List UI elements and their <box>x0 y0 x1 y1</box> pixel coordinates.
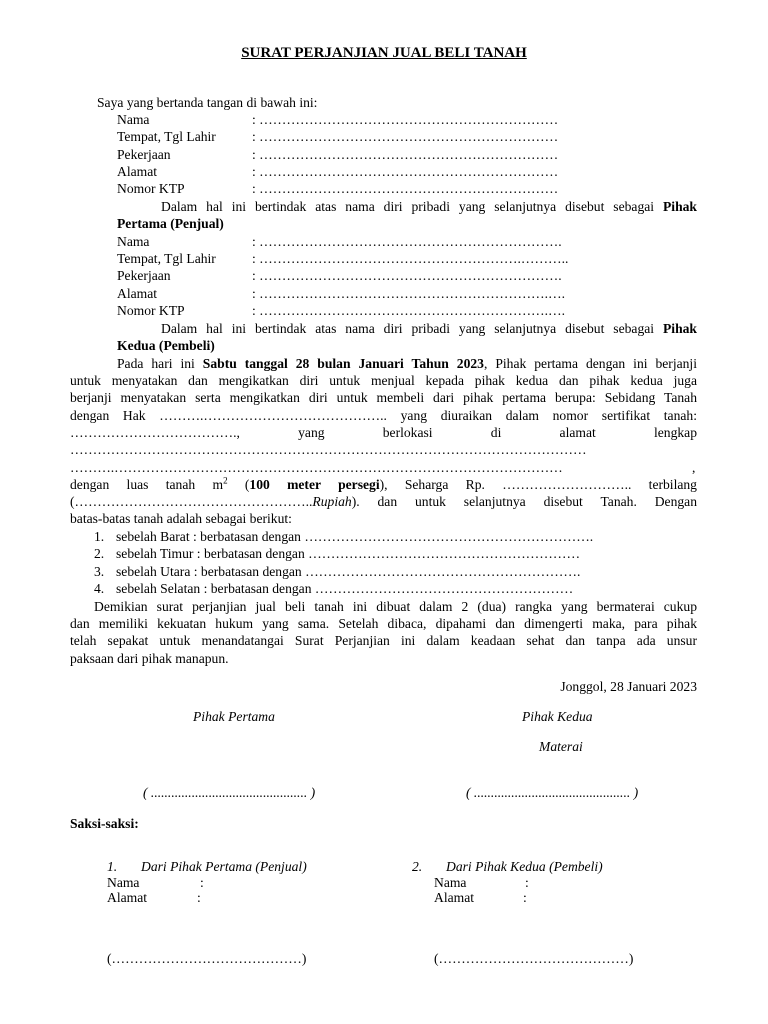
party2-address-label: Alamat <box>117 286 158 301</box>
witness2-address-label: Alamat <box>434 890 475 905</box>
body-l8-d: ), Seharga Rp. ……………………….. terbilang <box>379 477 697 492</box>
body-line-1 <box>117 355 697 372</box>
rupiah-word: Rupiah <box>312 494 352 509</box>
body-l1-a: Pada hari ini <box>117 356 195 371</box>
witness2-address-colon: : <box>523 890 527 905</box>
witness1-address-colon: : <box>197 890 201 905</box>
witness2-title: Dari Pihak Kedua (Pembeli) <box>446 859 603 874</box>
body-line-9 <box>70 493 697 510</box>
party1-role-a: Pihak <box>663 199 697 214</box>
second-party-signature-line: ( .............................................. ) <box>466 785 639 800</box>
body-l9-a: (…………………………………………….. <box>70 494 313 509</box>
party2-statement-text: Dalam hal ini bertindak atas nama diri pribadi yang selanjutnya disebut sebagai <box>161 321 655 336</box>
boundary-num: 2. <box>94 546 105 561</box>
party1-job-value: : ………………………………………………………… <box>252 147 559 162</box>
first-party-label: Pihak Pertama <box>193 709 275 724</box>
party1-birth-value: : ………………………………………………………… <box>252 129 559 144</box>
party1-name-value: : ………………………………………………………… <box>252 112 559 127</box>
party1-role-b: Pertama (Penjual) <box>117 216 224 231</box>
party2-birth-value: : ………………………………………………….……….. <box>252 251 569 266</box>
boundary-num: 3. <box>94 564 105 579</box>
witness2-name-label: Nama <box>434 875 467 890</box>
body-l1-c: , Pihak pertama dengan ini berjanji <box>483 356 697 371</box>
witness2-num: 2. <box>412 859 423 874</box>
closing-line-3: telah sepakat untuk menandatangai Surat Perjanjian ini dalam keadaan sehat dan tanpa ada unsur <box>70 633 697 648</box>
body-l8-a: dengan luas tanah m <box>70 477 224 492</box>
witness1-signature-line: (……………………………………) <box>107 951 307 966</box>
closing-line-2: dan memiliki kekuatan hukum yang sama. Setelah dibaca, dipahami dan dimengerti maka, para pihak <box>70 616 697 631</box>
party1-address-label: Alamat <box>117 164 158 179</box>
body-l9-c: ). dan untuk selanjutnya disebut Tanah. Dengan <box>351 494 697 509</box>
party1-name-label: Nama <box>117 112 150 127</box>
party2-statement <box>161 320 697 337</box>
boundary-text: sebelah Utara : berbatasan dengan ……………………………………………………. <box>116 564 581 579</box>
materai-label: Materai <box>539 739 583 754</box>
boundary-text: sebelah Barat : berbatasan dengan ………………………………………………………. <box>116 529 594 544</box>
body-line-7: ……….……………………………………………………………………………………… <box>70 460 563 475</box>
area-unit-sup: 2 <box>223 475 228 486</box>
body-line-10: batas-batas tanah adalah sebagai berikut: <box>70 511 292 526</box>
party2-name-label: Nama <box>117 234 150 249</box>
body-line-3: berjanji menyatakan serta mengikatkan diri untuk membeli dari pihak pertama berupa: Sebidang Tanah <box>70 390 697 405</box>
boundary-item <box>94 563 580 580</box>
party2-job-value: : …………………………………………………………. <box>252 268 562 283</box>
witness1-name-colon: : <box>200 875 204 890</box>
party1-statement-text: Dalam hal ini bertindak atas nama diri pribadi yang selanjutnya disebut sebagai <box>161 199 655 214</box>
body-line-6: …………………………………………………………………………………………………… <box>70 442 587 457</box>
witness2-signature-line: (……………………………………) <box>434 951 634 966</box>
party2-address-value: : ……………………………………………………….…. <box>252 286 566 301</box>
body-line-7-comma: , <box>692 460 696 475</box>
body-l8-b: ( <box>227 477 250 492</box>
party1-statement <box>161 198 697 215</box>
body-line-5: ………………………………., yang berlokasi di alamat lengkap <box>70 425 697 440</box>
witnesses-heading: Saksi-saksi: <box>70 816 139 831</box>
party2-name-value: : …………………………………………………………. <box>252 234 562 249</box>
agreement-date: Sabtu tanggal 28 bulan Januari Tahun 2023 <box>202 356 484 371</box>
witness2-name-colon: : <box>525 875 529 890</box>
party1-ktp-value: : ………………………………………………………… <box>252 181 559 196</box>
first-party-signature-line: ( .............................................. ) <box>143 785 316 800</box>
party2-role-b: Kedua (Pembeli) <box>117 338 215 353</box>
document-title: SURAT PERJANJIAN JUAL BELI TANAH <box>241 45 527 61</box>
witness1-name-label: Nama <box>107 875 140 890</box>
body-line-8 <box>70 476 697 493</box>
intro-text: Saya yang bertanda tangan di bawah ini: <box>97 95 318 110</box>
party1-address-value: : ………………………………………………………… <box>252 164 559 179</box>
boundary-num: 4. <box>94 581 105 596</box>
land-area: 100 meter persegi <box>249 477 380 492</box>
party2-role-a: Pihak <box>663 321 697 336</box>
closing-line-1: Demikian surat perjanjian jual beli tanah ini dibuat dalam 2 (dua) rangka yang bermaterai cukup <box>94 599 697 614</box>
party1-job-label: Pekerjaan <box>117 147 171 162</box>
witness1-title: Dari Pihak Pertama (Penjual) <box>141 859 307 874</box>
party2-job-label: Pekerjaan <box>117 268 171 283</box>
boundary-item <box>94 545 580 562</box>
party2-birth-label: Tempat, Tgl Lahir <box>117 251 216 266</box>
boundary-text: sebelah Selatan : berbatasan dengan ………………………………………………… <box>116 581 574 596</box>
boundary-text: sebelah Timur : berbatasan dengan …………………………………………………… <box>116 546 581 561</box>
place-date: Jonggol, 28 Januari 2023 <box>560 679 697 694</box>
closing-line-4: paksaan dari pihak manapun. <box>70 651 229 666</box>
party2-ktp-value: : ……………………………………………………….…. <box>252 303 566 318</box>
party1-birth-label: Tempat, Tgl Lahir <box>117 129 216 144</box>
second-party-label: Pihak Kedua <box>522 709 593 724</box>
boundary-num: 1. <box>94 529 105 544</box>
boundary-item <box>94 528 593 545</box>
witness1-num: 1. <box>107 859 118 874</box>
witness1-address-label: Alamat <box>107 890 148 905</box>
body-line-2: untuk menyatakan dan mengikatkan diri untuk menjual kepada pihak kedua dan pihak kedua juga <box>70 373 697 388</box>
body-line-4: dengan Hak ……….………………………………….. yang diuraikan dalam nomor sertifikat tanah: <box>70 408 697 423</box>
boundary-item <box>94 580 573 597</box>
party2-ktp-label: Nomor KTP <box>117 303 185 318</box>
party1-ktp-label: Nomor KTP <box>117 181 185 196</box>
